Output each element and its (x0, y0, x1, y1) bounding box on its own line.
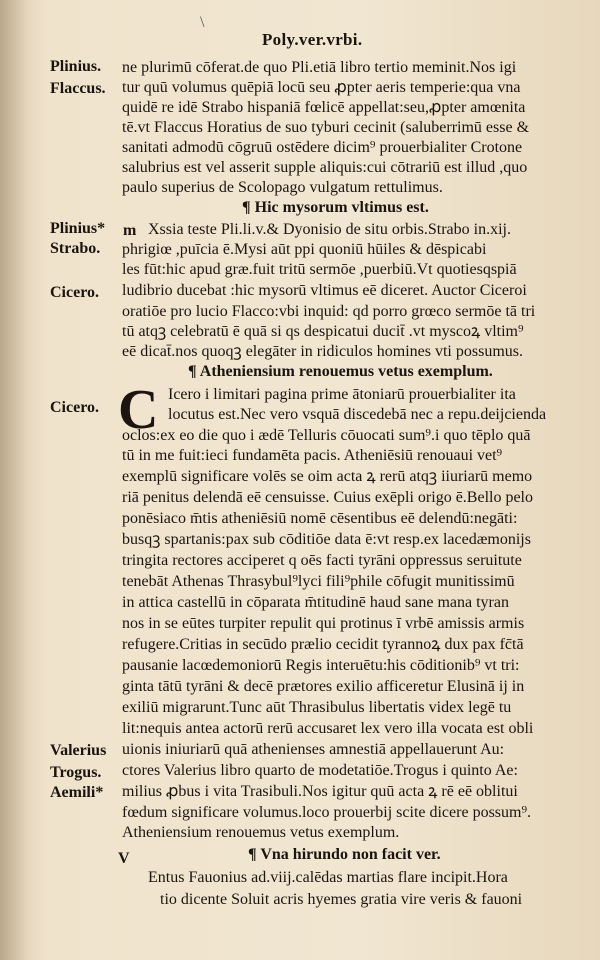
section-heading: ¶ Vna hirundo non facit ver. (248, 846, 441, 863)
text-line: riā penitus delendā eē censuisse. Cuius exēpli origo ē.Bello pelo (122, 489, 533, 506)
margin-note-cicero-2: Cicero. (50, 399, 100, 416)
text-line: tio dicente Soluit acris hyemes gratia vire veris & fauoni (160, 891, 523, 908)
text-line: locutus est.Nec vero vsquā discedebā nec a repu.deijcienda (168, 406, 547, 423)
text-line: fœdum significare volumus.loco prouerbij scite dicere possum⁹. (122, 804, 532, 821)
text-line: tur quū volumus quēpiā locū seu ꝓpter aeris temperie:qua vna (122, 79, 521, 96)
text-line: Entus Fauonius ad.viij.calēdas martias flare incipit.Hora (148, 869, 508, 886)
margin-note-cicero: Cicero. (50, 284, 100, 301)
margin-note-plinius-2: Plinius* (50, 220, 106, 237)
initial-v: V (118, 850, 130, 867)
text-line: exiliū migrarunt.Tunc aūt Thrasibulus libertatis videx legē tu (122, 699, 512, 716)
text-line: Icero i limitari pagina prime ātoniarū prouerbialiter ita (168, 386, 516, 403)
text-line: ctores Valerius libro quarto de modetatiōe.Trogus i quinto Ae: (122, 762, 518, 779)
text-line: tū in me fuit:ieci fundamēta pacis. Atheniēsiū renouaui vet⁹ (122, 447, 503, 464)
section-heading: ¶ Hic mysorum vltimus est. (242, 199, 429, 216)
text-line: tringita rectores acciperet q oēs facti tyrāni oppressus seruitute (122, 552, 522, 569)
text-line: ponēsiaco m̄tis atheniēsiū nomē cēsentibus eē delendū:negāti: (122, 510, 518, 527)
text-line: tē.vt Flaccus Horatius de suo tyburi cecinit (saluberrimū esse & (122, 119, 530, 136)
corner-mark: \ (200, 14, 205, 31)
initial-m: m (123, 222, 137, 239)
margin-note-plinius: Plinius. (50, 58, 102, 75)
margin-note-valerius: Valerius (50, 742, 107, 759)
section-heading: ¶ Atheniensium renouemus vetus exemplum. (188, 363, 493, 380)
text-line: phrigiœ ,puīcia ē.Mysi aūt ppi quoniū hūiles & dēspicabi (122, 241, 487, 258)
text-line: uionis iniuriarū quā athenienses amnestiā appellauerunt Au: (122, 741, 505, 758)
text-line: oratiōe pro lucio Flacco:vbi inquid: qd porro grœco sermōe tā tri (122, 303, 536, 320)
margin-note-aemili: Aemili* (50, 784, 104, 801)
margin-note-flaccus: Flaccus. (50, 80, 106, 97)
running-head: Poly.ver.vrbi. (262, 30, 363, 49)
text-line: milius ꝓbus i vita Trasibuli.Nos igitur quū acta ꝝ rē eē oblitui (122, 783, 518, 800)
drop-cap-c: C (118, 379, 159, 441)
text-line: busqꝫ spartanis:pax sub cōditiōe data ē:vt resp.ex lacedæmonijs (122, 531, 531, 548)
text-line: eē dicat̄.nos quoqꝫ elegāter in ridiculos homines vti possumus. (122, 343, 523, 360)
text-line: tū atqꝫ celebratū ē quā si qs despicatui ducit̄ .vt myscoꝝ vltim⁹ (122, 323, 524, 340)
binding-shadow (0, 0, 28, 960)
text-line: les fūt:hic apud græ.fuit tritū sermōe ,puerbiū.Vt quotiesqspiā (122, 261, 517, 278)
text-line: sanitati admodū cōgruū ostēdere dicim⁹ prouerbialiter Crotone (122, 139, 523, 156)
text-line: nos in se eūtes turpiter repulit qui protinus ī vrbē amissis armis (122, 615, 525, 632)
text-line: refugere.Critias in secūdo prælio cecidit tyrannoꝝ dux pax fc̄tā (122, 636, 524, 653)
text-line: ne plurimū cōferat.de quo Pli.etiā libro tertio meminit.Nos igi (122, 59, 517, 76)
text-line: paulo superius de Scolopago vulgatum rettulimus. (122, 179, 443, 196)
text-line: exemplū significare volēs se oim acta ꝝ rerū atqꝫ iiuriarū memo (122, 468, 533, 485)
text-line: salubrius est vel asserit supple aliquis:cui cōtrariū est illud ,quo (122, 159, 528, 176)
text-line: quidē re idē Strabo hispaniā fœlicē appellat:seu,ꝓpter amœnita (122, 99, 526, 116)
text-line: Xssia teste Pli.li.v.& Dyonisio de situ orbis.Strabo in.xij. (148, 221, 511, 238)
text-line: Atheniensium renouemus vetus exemplum. (122, 824, 400, 841)
text-line: in attica castellū in cōparata m̄titudinē haud sane mana tyran (122, 594, 509, 611)
text-line: oclos:ex eo die quo i ædē Telluris cōuocati sum⁹.i quo tēplo quā (122, 427, 531, 444)
text-line: lit:nequis antea actorū rerū accusaret lex vero illa vocata est obli (122, 720, 534, 737)
text-line: ginta tātū tyrāni & decē prætores exilio afficeretur Elusinā ij in (122, 678, 525, 695)
text-line: pausanie lacœdemoniorū Regis interuētu:his cōditionib⁹ vt tri: (122, 657, 520, 674)
margin-note-strabo: Strabo. (50, 240, 101, 257)
text-line: tenebāt Athenas Thrasybul⁹lyci fili⁹phile cōfugit munitissimū (122, 573, 515, 590)
text-line: ludibrio ducebat :hic mysorū vltimus eē diceret. Auctor Ciceroi (122, 282, 527, 299)
margin-note-trogus: Trogus. (50, 764, 102, 781)
